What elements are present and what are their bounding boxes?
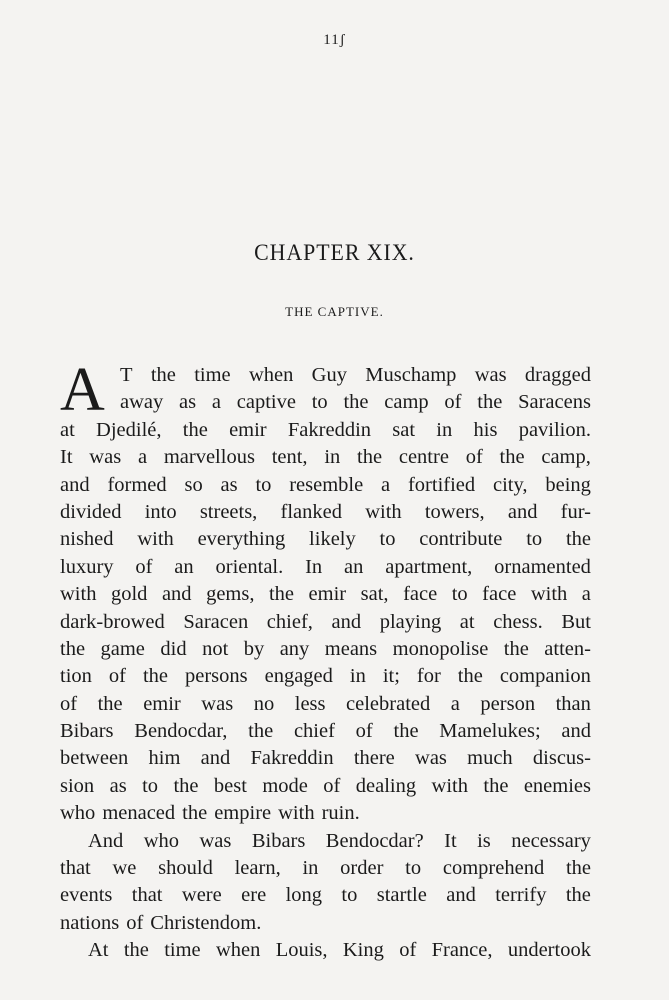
- word: discus-: [532, 747, 591, 770]
- word: fortified: [407, 473, 476, 496]
- word: should: [158, 857, 213, 880]
- word: with: [365, 500, 402, 523]
- word: in: [349, 665, 366, 688]
- word: with: [137, 528, 174, 551]
- text-line: [60, 691, 591, 718]
- word: streets,: [199, 500, 258, 523]
- word: with: [278, 802, 315, 825]
- word: and: [446, 884, 476, 907]
- word: luxury: [60, 555, 114, 578]
- word: Christendom.: [150, 911, 262, 934]
- word: when: [215, 939, 261, 962]
- word: tion: [60, 665, 92, 688]
- word: mode: [262, 774, 308, 797]
- word: ornamented: [494, 555, 591, 578]
- word: celebrated: [346, 692, 431, 715]
- word: as: [179, 391, 197, 414]
- word: for: [416, 665, 441, 688]
- word: being: [545, 473, 591, 496]
- word: when: [248, 364, 294, 386]
- word: sion: [60, 774, 95, 797]
- word: the: [97, 692, 123, 715]
- word: than: [555, 692, 591, 715]
- word: face: [403, 583, 438, 606]
- word: Bibars: [251, 829, 306, 852]
- word: that: [60, 857, 91, 880]
- word: Fakreddin: [250, 747, 334, 770]
- word: was: [199, 829, 232, 852]
- word: chief: [293, 720, 335, 743]
- word: in: [302, 857, 319, 880]
- text-line: [60, 362, 591, 389]
- word: undertook: [507, 939, 591, 962]
- word: tent,: [271, 446, 308, 469]
- word: him: [148, 747, 181, 770]
- word: Fakreddin: [287, 418, 372, 441]
- word: It: [444, 829, 457, 852]
- chapter-subtitle: THE CAPTIVE.: [285, 304, 384, 319]
- word: and: [561, 720, 591, 743]
- word: oriental.: [215, 555, 284, 578]
- word: no: [253, 692, 275, 715]
- word: a: [211, 391, 221, 414]
- word: nations: [60, 911, 120, 934]
- word: emir: [143, 692, 181, 715]
- word: the: [457, 665, 483, 688]
- word: the: [150, 364, 176, 386]
- word: captive: [236, 391, 296, 414]
- word: as: [220, 473, 238, 496]
- word: to: [142, 774, 159, 797]
- word: means: [324, 637, 378, 660]
- word: the: [268, 583, 295, 606]
- word: time: [164, 939, 201, 962]
- word: gold: [110, 583, 148, 606]
- word: emir: [229, 418, 267, 441]
- word: the: [60, 637, 86, 660]
- word: contribute: [419, 528, 503, 551]
- word: startle: [376, 884, 427, 907]
- chapter-title: CHAPTER XIX.: [254, 240, 415, 265]
- word: Bendocdar,: [134, 720, 228, 743]
- text-line: [60, 828, 591, 855]
- word: the: [182, 418, 208, 441]
- word: At: [88, 939, 109, 962]
- word: chief,: [266, 610, 313, 633]
- word: formed: [107, 473, 167, 496]
- text-line: [60, 937, 591, 964]
- word: time: [194, 364, 231, 386]
- body-text: [60, 356, 591, 965]
- word: was: [415, 747, 447, 770]
- text-line: [60, 609, 591, 636]
- word: ere: [241, 884, 267, 907]
- word: France,: [431, 939, 493, 962]
- text-line: [60, 745, 591, 772]
- word: the: [477, 391, 503, 414]
- word: persons: [184, 665, 248, 688]
- word: the: [503, 637, 529, 660]
- word: to: [451, 583, 468, 606]
- word: less: [294, 692, 326, 715]
- word: Saracen: [183, 610, 249, 633]
- word: the: [173, 774, 199, 797]
- word: game: [100, 637, 145, 660]
- word: of: [323, 774, 341, 797]
- word: of: [399, 939, 417, 962]
- drop-cap: A: [60, 356, 105, 424]
- word: the: [142, 665, 168, 688]
- word: to: [526, 528, 543, 551]
- word: was: [474, 364, 507, 386]
- word: Muschamp: [365, 364, 457, 386]
- word: was: [89, 446, 122, 469]
- word: Louis,: [275, 939, 328, 962]
- word: the: [393, 720, 419, 743]
- word: were: [181, 884, 222, 907]
- word: Saracens: [518, 391, 591, 414]
- word: to: [341, 884, 358, 907]
- word: who: [60, 802, 96, 825]
- word: was: [201, 692, 234, 715]
- text-line: [60, 581, 591, 608]
- word: terrify: [495, 884, 547, 907]
- word: face: [482, 583, 517, 606]
- word: to: [379, 528, 396, 551]
- word: the: [483, 774, 509, 797]
- word: divided: [60, 500, 122, 523]
- word: necessary: [511, 829, 591, 852]
- word: resemble: [289, 473, 364, 496]
- word: King: [342, 939, 384, 962]
- text-line: [60, 910, 591, 937]
- word: best: [213, 774, 247, 797]
- word: the: [182, 802, 208, 825]
- word: the: [248, 720, 274, 743]
- word: of: [135, 555, 153, 578]
- text-line: [60, 554, 591, 581]
- word: an: [174, 555, 194, 578]
- word: and: [60, 473, 90, 496]
- word: engaged: [264, 665, 333, 688]
- word: of: [465, 446, 483, 469]
- word: his: [473, 418, 498, 441]
- word: between: [60, 747, 129, 770]
- word: with: [431, 774, 468, 797]
- text-line: [60, 718, 591, 745]
- word: emir: [308, 583, 347, 606]
- word: It: [60, 446, 73, 469]
- word: empire: [214, 802, 272, 825]
- word: learn,: [234, 857, 281, 880]
- page-number: 11ʃ: [323, 32, 346, 48]
- word: did: [160, 637, 187, 660]
- word: the: [565, 857, 591, 880]
- word: flanked: [280, 500, 342, 523]
- word: not: [202, 637, 229, 660]
- word: a: [581, 583, 591, 606]
- word: the: [357, 446, 383, 469]
- word: But: [561, 610, 591, 633]
- word: Guy: [311, 364, 347, 386]
- word: companion: [499, 665, 591, 688]
- word: of: [108, 665, 126, 688]
- word: any: [279, 637, 310, 660]
- text-line: [60, 636, 591, 663]
- word: the: [123, 939, 149, 962]
- word: of: [60, 692, 78, 715]
- word: menaced: [102, 802, 176, 825]
- text-line: [60, 800, 591, 827]
- word: and: [161, 583, 192, 606]
- word: a: [137, 446, 148, 469]
- text-line: [60, 444, 591, 471]
- word: at: [60, 418, 75, 441]
- word: centre: [398, 446, 449, 469]
- word: And: [88, 829, 124, 852]
- word: Mamelukes;: [439, 720, 541, 743]
- text-line: [60, 855, 591, 882]
- text-line: [60, 882, 591, 909]
- text-line: [60, 773, 591, 800]
- word: camp,: [541, 446, 591, 469]
- word: Bendocdar?: [325, 829, 424, 852]
- word: dragged: [524, 364, 591, 386]
- word: of: [444, 391, 462, 414]
- word: fur-: [560, 500, 591, 523]
- word: camp: [384, 391, 429, 414]
- word: in: [436, 418, 453, 441]
- word: enemies: [523, 774, 591, 797]
- word: at: [459, 610, 475, 633]
- word: with: [60, 583, 97, 606]
- word: to: [311, 391, 328, 414]
- word: we: [112, 857, 137, 880]
- word: away: [120, 391, 164, 414]
- word: much: [467, 747, 513, 770]
- word: order: [340, 857, 384, 880]
- word: sat: [392, 418, 416, 441]
- text-line: [60, 663, 591, 690]
- word: the: [565, 528, 591, 551]
- word: ruin.: [321, 802, 360, 825]
- word: of: [126, 911, 144, 934]
- text-line: [60, 472, 591, 499]
- word: playing: [379, 610, 442, 633]
- word: everything: [197, 528, 286, 551]
- word: that: [131, 884, 163, 907]
- text-line: [60, 389, 591, 416]
- text-line: [60, 499, 591, 526]
- word: and: [507, 500, 538, 523]
- word: to: [255, 473, 272, 496]
- word: dark-browed: [60, 610, 165, 633]
- word: events: [60, 884, 113, 907]
- word: by: [243, 637, 265, 660]
- word: In: [305, 555, 323, 578]
- word: an: [344, 555, 364, 578]
- text-line: [60, 526, 591, 553]
- word: and: [200, 747, 231, 770]
- word: as: [109, 774, 127, 797]
- word: T: [120, 364, 133, 386]
- word: of: [355, 720, 373, 743]
- word: chess.: [493, 610, 543, 633]
- word: the: [343, 391, 369, 414]
- word: it;: [382, 665, 400, 688]
- word: a: [450, 692, 460, 715]
- word: who: [143, 829, 180, 852]
- word: long: [285, 884, 323, 907]
- word: likely: [309, 528, 356, 551]
- text-line: [60, 417, 591, 444]
- word: gems,: [206, 583, 255, 606]
- word: in: [324, 446, 341, 469]
- word: the: [565, 884, 591, 907]
- word: person: [480, 692, 536, 715]
- word: is: [477, 829, 491, 852]
- word: towers,: [424, 500, 485, 523]
- word: comprehend: [442, 857, 545, 880]
- word: to: [405, 857, 422, 880]
- word: dealing: [355, 774, 417, 797]
- word: pavilion.: [518, 418, 591, 441]
- word: city,: [492, 473, 528, 496]
- word: apartment,: [385, 555, 473, 578]
- word: and: [331, 610, 362, 633]
- word: sat,: [360, 583, 389, 606]
- word: the: [499, 446, 525, 469]
- word: so: [184, 473, 203, 496]
- word: there: [353, 747, 395, 770]
- word: nished: [60, 528, 114, 551]
- word: a: [381, 473, 391, 496]
- word: atten-: [544, 637, 591, 660]
- word: Djedilé,: [96, 418, 162, 441]
- word: with: [530, 583, 568, 606]
- word: monopolise: [392, 637, 489, 660]
- word: Bibars: [60, 720, 114, 743]
- word: marvellous: [163, 446, 255, 469]
- word: into: [144, 500, 177, 523]
